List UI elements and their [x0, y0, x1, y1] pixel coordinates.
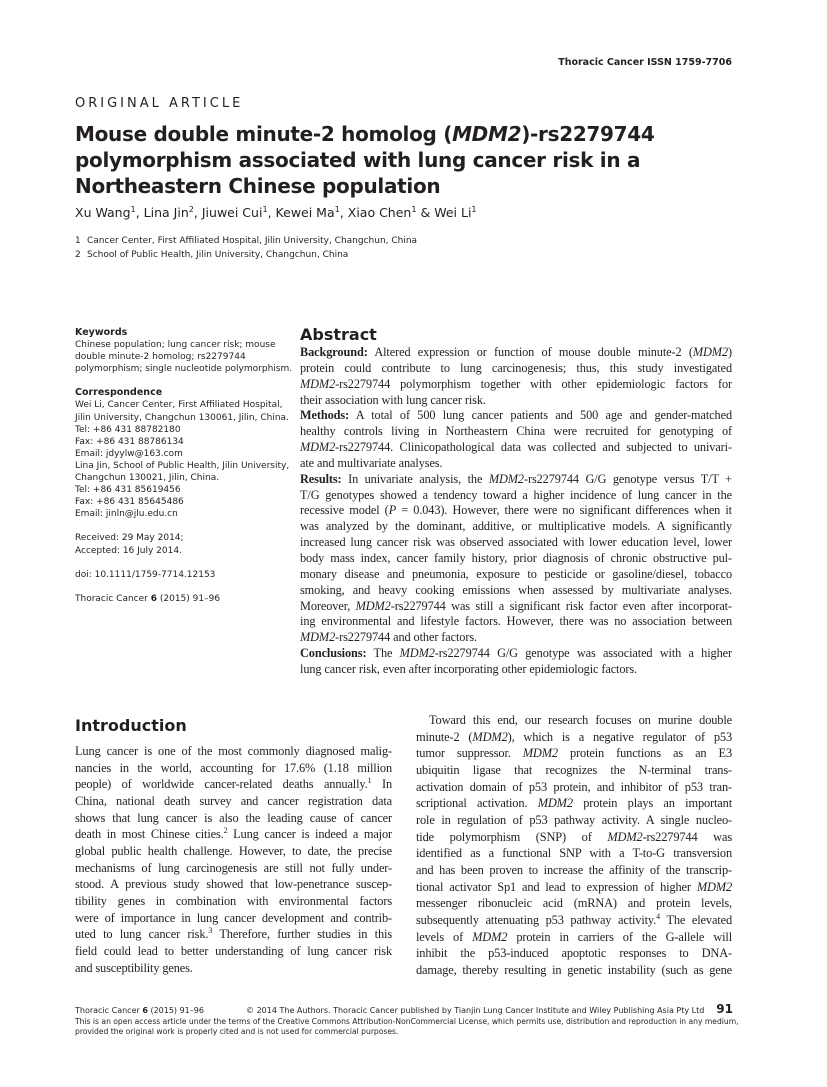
abstract-body: [300, 345, 732, 678]
paragraph-line: nancies in the world, accounting for 17.6% (1.18 million: [75, 760, 392, 775]
doi[interactable]: doi: 10.1111/1759-7714.12153: [75, 569, 216, 580]
abstract-line: monary disease and pneumonia, exposure to pesticide or gasoline/diesel, tobacco: [300, 566, 732, 581]
paragraph-line: people) of worldwide cancer-related deaths annually.$^1$ In: [75, 776, 392, 792]
paragraph-line: stood. A previous study showed that low-penetrance suscep-: [75, 877, 392, 892]
affiliation-text: School of Public Health, Jilin University, Changchun, China: [87, 250, 349, 260]
paragraph-line: tide polymorphism (SNP) of MDM2-rs2279744 was: [416, 829, 732, 844]
article-title: [75, 121, 715, 199]
paragraph-line: scriptional activation. MDM2 protein plays an important: [416, 796, 732, 811]
paragraph-line: tibility genes in combination with environmental factors: [75, 893, 392, 908]
journal-header: Thoracic Cancer ISSN 1759-7706: [558, 57, 732, 68]
correspondence-heading: Correspondence: [75, 387, 163, 399]
journal-citation: Thoracic Cancer 6 (2015) 91–96: [75, 593, 221, 604]
paragraph-line: identified as a functional SNP with a T-to-G transversion: [416, 846, 732, 861]
abstract-line: body mass index, cancer family history, prior diagnosis of chronic obstructive pul-: [300, 550, 732, 565]
paragraph-line: messenger ribonucleic acid (mRNA) and protein levels,: [416, 896, 732, 911]
correspondence-line: Email: jinln@jlu.edu.cn: [75, 509, 178, 520]
correspondence-line: Fax: +86 431 88786134: [75, 436, 184, 447]
abstract-line: healthy controls living in Northeastern China were recruited for genotyping of: [300, 424, 732, 439]
paragraph-line: global public health challenge. However, to date, the precise: [75, 843, 392, 858]
paragraph-line: shows that lung cancer is also the leading cause of cancer: [75, 810, 392, 825]
license-line: This is an open access article under the terms of the Creative Commons Attribution-NonCommercial License, which permits use, distribution and reproduction in any medium,: [75, 1016, 739, 1026]
affiliation-number: 1: [75, 236, 81, 246]
abstract-line: Background: Altered expression or function of mouse double minute-2 (MDM2): [300, 345, 732, 359]
paragraph-line: tional activator Sp1 and lead to expression of higher MDM2: [416, 879, 732, 894]
footer-citation: Thoracic Cancer 6 (2015) 91–96: [75, 1006, 204, 1015]
correspondence-line: Jilin University, Changchun 130061, Jilin, China.: [75, 412, 289, 423]
affiliation: [75, 234, 417, 248]
introduction-heading: Introduction: [75, 716, 187, 735]
abstract-line: ate and multivariate analyses.: [300, 455, 443, 470]
page-number: 91: [716, 1002, 733, 1016]
abstract-line: smoking, and heavy cooking emissions when assessed by multivariate analyses.: [300, 582, 732, 597]
correspondence-line: Email: jdyylw@163.com: [75, 448, 183, 459]
paragraph-line: subsequently attenuating p53 pathway activity.$^4$ The elevated: [416, 911, 732, 927]
paragraph-line: inhibit the p53-induced apoptotic responses to DNA-: [416, 946, 732, 961]
sidebar-metadata: [75, 327, 295, 605]
license-line: provided the original work is properly cited and is not used for commercial purposes.: [75, 1027, 399, 1036]
abstract-line: was analyzed by the dominant, additive, or multiplicative models. A significantly: [300, 519, 732, 534]
footer-copyright: © 2014 The Authors. Thoracic Cancer published by Tianjin Lung Cancer Institute and Wiley Publishing Asia Pty Ltd: [246, 1006, 705, 1015]
paragraph-line: levels of MDM2 protein in carriers of the G-allele will: [416, 929, 732, 944]
correspondence-line: Fax: +86 431 85645486: [75, 497, 184, 508]
affiliation-text: Cancer Center, First Affiliated Hospital, Jilin University, Changchun, China: [87, 236, 418, 246]
paragraph-line: tumor suppressor. MDM2 protein functions as an E3: [416, 746, 732, 761]
paragraph-line: minute-2 (MDM2), which is a negative regulator of p53: [416, 729, 732, 744]
abstract-heading: Abstract: [300, 325, 377, 344]
author-list: Xu Wang$^1$, Lina Jin$^2$, Jiuwei Cui$^1$, Kewei Ma$^1$, Xiao Chen$^1$ & Wei Li$^1$: [75, 203, 477, 220]
received-date: Received: 29 May 2014;: [75, 533, 184, 544]
correspondence: [75, 399, 295, 520]
keywords-line: double minute-2 homolog; rs2279744: [75, 352, 246, 363]
title-line: polymorphism associated with lung cancer risk in a: [75, 148, 641, 172]
title-line: Northeastern Chinese population: [75, 174, 441, 198]
paragraph-line: activation domain of p53 protein, and inhibitor of p53 tran-: [416, 779, 732, 794]
abstract-line: Results: In univariate analysis, the MDM2-rs2279744 G/G genotype versus T/T +: [300, 471, 733, 486]
paragraph-line: Lung cancer is one of the most commonly diagnosed malig-: [75, 744, 392, 758]
abstract-line: Moreover, MDM2-rs2279744 was still a significant risk factor even after incorporat-: [300, 598, 732, 613]
abstract-line: MDM2-rs2279744 and other factors.: [300, 630, 478, 645]
abstract-line: recessive model (P = 0.043). However, there were no significant differences when it: [300, 503, 733, 518]
paragraph-line: ubiquitin ligase that recognizes the N-terminal trans-: [416, 762, 732, 777]
paragraph-line: role in regulation of p53 pathway activity. A single nucleo-: [416, 812, 732, 827]
correspondence-line: Lina Jin, School of Public Health, Jilin University,: [75, 460, 290, 471]
introduction-column-right: [416, 712, 732, 979]
keywords-line: Chinese population; lung cancer risk; mouse: [75, 340, 276, 351]
paragraph-line: Toward this end, our research focuses on murine double: [429, 713, 732, 727]
abstract-line: T/G genotypes showed a tendency toward a higher incidence of lung cancer in the: [300, 487, 732, 502]
accepted-date: Accepted: 16 July 2014.: [75, 545, 182, 556]
abstract-line: MDM2-rs2279744. Clinicopathological data was collected and subjected to univari-: [300, 440, 732, 455]
abstract-line: protein could contribute to lung carcinogenesis; thus, this study investigated: [300, 360, 732, 375]
paragraph-line: uted to lung cancer risk.$^3$ Therefore, further studies in this: [75, 926, 392, 942]
paragraph-line: and has been proven to increase the affinity of the transcrip-: [416, 862, 732, 877]
article-type: ORIGINAL ARTICLE: [75, 96, 244, 111]
paragraph-line: China, national death survey and cancer registration data: [75, 793, 392, 808]
title-line: Mouse double minute-2 homolog (MDM2)-rs2279744: [75, 122, 655, 146]
correspondence-line: Changchun 130021, Jilin, China.: [75, 473, 220, 484]
correspondence-line: Wei Li, Cancer Center, First Affiliated Hospital,: [75, 400, 283, 411]
paragraph-line: death in most Chinese cities.$^2$ Lung cancer is indeed a major: [75, 826, 392, 842]
abstract-line: their association with lung cancer risk.: [300, 392, 486, 407]
abstract-line: Conclusions: The MDM2-rs2279744 G/G genotype was associated with a higher: [300, 646, 732, 661]
affiliation-number: 2: [75, 250, 81, 260]
keywords: [75, 339, 295, 375]
paragraph-line: field could lead to better understanding of lung cancer risk: [75, 943, 392, 958]
abstract: [300, 325, 732, 678]
abstract-line: Methods: A total of 500 lung cancer patients and 500 age and gender-matched: [300, 408, 732, 423]
abstract-line: MDM2-rs2279744 polymorphism together with other epidemiologic factors for: [300, 376, 732, 391]
affiliation: [75, 248, 417, 262]
introduction-column-left: [75, 743, 392, 976]
paragraph-line: damage, thereby resulting in genetic instability (such as gene: [416, 962, 732, 977]
page-footer: [75, 1002, 739, 1038]
paragraph-line: mechanisms of lung carcinogenesis are still not fully under-: [75, 860, 392, 875]
keywords-heading: Keywords: [75, 327, 128, 338]
correspondence-line: Tel: +86 431 85619456: [75, 485, 181, 496]
keywords-line: polymorphism; single nucleotide polymorphism.: [75, 364, 293, 375]
abstract-line: increased lung cancer risk was observed associated with lower education level, lower: [300, 535, 732, 550]
paragraph-line: and susceptibility genes.: [75, 960, 193, 975]
affiliations: [75, 234, 417, 262]
abstract-line: ing environmental and lifestyle factors. However, there was no association between: [300, 614, 732, 629]
abstract-line: lung cancer risk, even after incorporating other epidemiologic factors.: [300, 661, 638, 676]
paragraph-line: were of importance in lung cancer development and contrib-: [75, 910, 392, 925]
correspondence-line: Tel: +86 431 88782180: [75, 424, 181, 435]
